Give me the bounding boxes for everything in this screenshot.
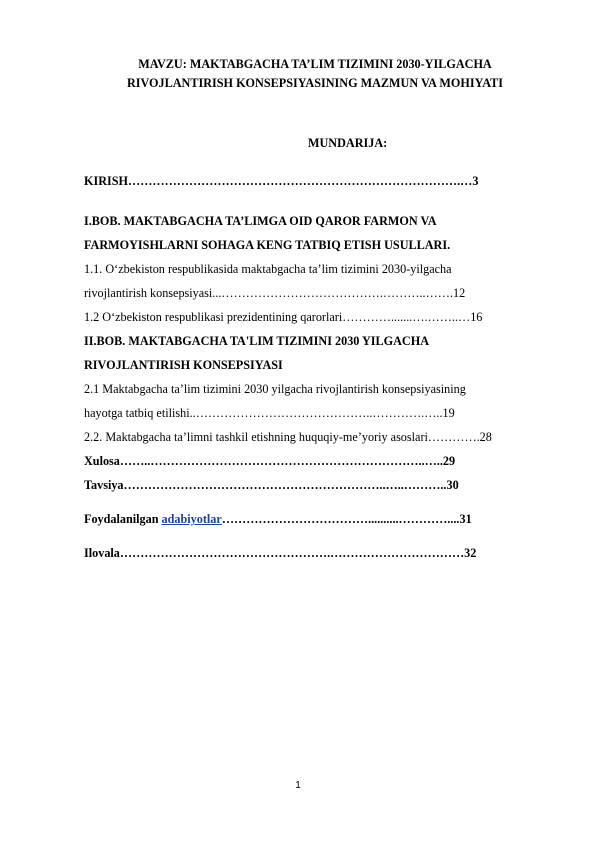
title-line-2: RIVOJLANTIRISH KONSEPSIYASINING MAZMUN VA MOHIYATI <box>126 76 504 90</box>
toc-chapter-2-line-1[interactable]: II.BOB. MAKTABGACHA TA'LIM TIZIMINI 2030 YILGACHA <box>84 334 430 348</box>
toc-section-2-1-line-2[interactable]: hayotga tatbiq etilishi..……………………………………..………….…..19 <box>84 406 455 420</box>
title-line-1: MAVZU: MAKTABGACHA TA’LIM TIZIMINI 2030-YILGACHA <box>138 57 492 71</box>
toc-chapter-1-line-1[interactable]: I.BOB. MAKTABGACHA TA’LIMGA OID QAROR FARMON VA <box>84 214 437 228</box>
toc-chapter-1-line-2[interactable]: FARMOYISHLARNI SOHAGA KENG TATBIQ ETISH USULLARI. <box>84 238 451 252</box>
toc-section-1-1-line-1[interactable]: 1.1. O‘zbekiston respublikasida maktabgacha ta’lim tizimini 2030-yilgacha <box>84 262 452 276</box>
page-number: 1 <box>295 780 301 791</box>
toc-section-2-2[interactable]: 2.2. Maktabgacha ta’limni tashkil etishning huquqiy-me’yoriy asoslari………….28 <box>84 430 492 444</box>
toc-entry-tavsiya[interactable]: Tavsiya………………………………………………………..…..………..30 <box>84 478 459 492</box>
toc-entry-foydalanilgan[interactable] <box>84 510 554 528</box>
foydalanilgan-leader: ………………………………..........…………....31 <box>221 512 472 526</box>
document-title <box>80 55 550 93</box>
toc-chapter-2-line-2[interactable]: RIVOJLANTIRISH KONSEPSIYASI <box>84 358 283 372</box>
toc-entry-ilovala[interactable]: Ilovala…………………………………………….……………………………32 <box>84 546 477 560</box>
contents-heading: MUNDARIJA: <box>308 136 388 150</box>
toc-section-2-1-line-1[interactable]: 2.1 Maktabgacha ta’lim tizimini 2030 yilgacha rivojlantirish konsepsiyasining <box>84 382 466 396</box>
toc-entry-xulosa[interactable]: Xulosa……..…………………………………………………………..…..29 <box>84 454 456 468</box>
toc-section-1-1-line-2[interactable]: rivojlantirish konsepsiyasi...………………………………….………..…….12 <box>84 286 466 300</box>
foydalanilgan-label: Foydalanilgan <box>84 512 162 526</box>
toc-entry-kirish[interactable]: KIRISH……………………………………………………………………….…3 <box>84 174 479 188</box>
toc-section-1-2[interactable]: 1.2 O‘zbekiston respublikasi prezidentining qarorlari………….......….……..…16 <box>84 310 483 324</box>
adabiyotlar-link[interactable]: adabiyotlar <box>161 512 222 526</box>
